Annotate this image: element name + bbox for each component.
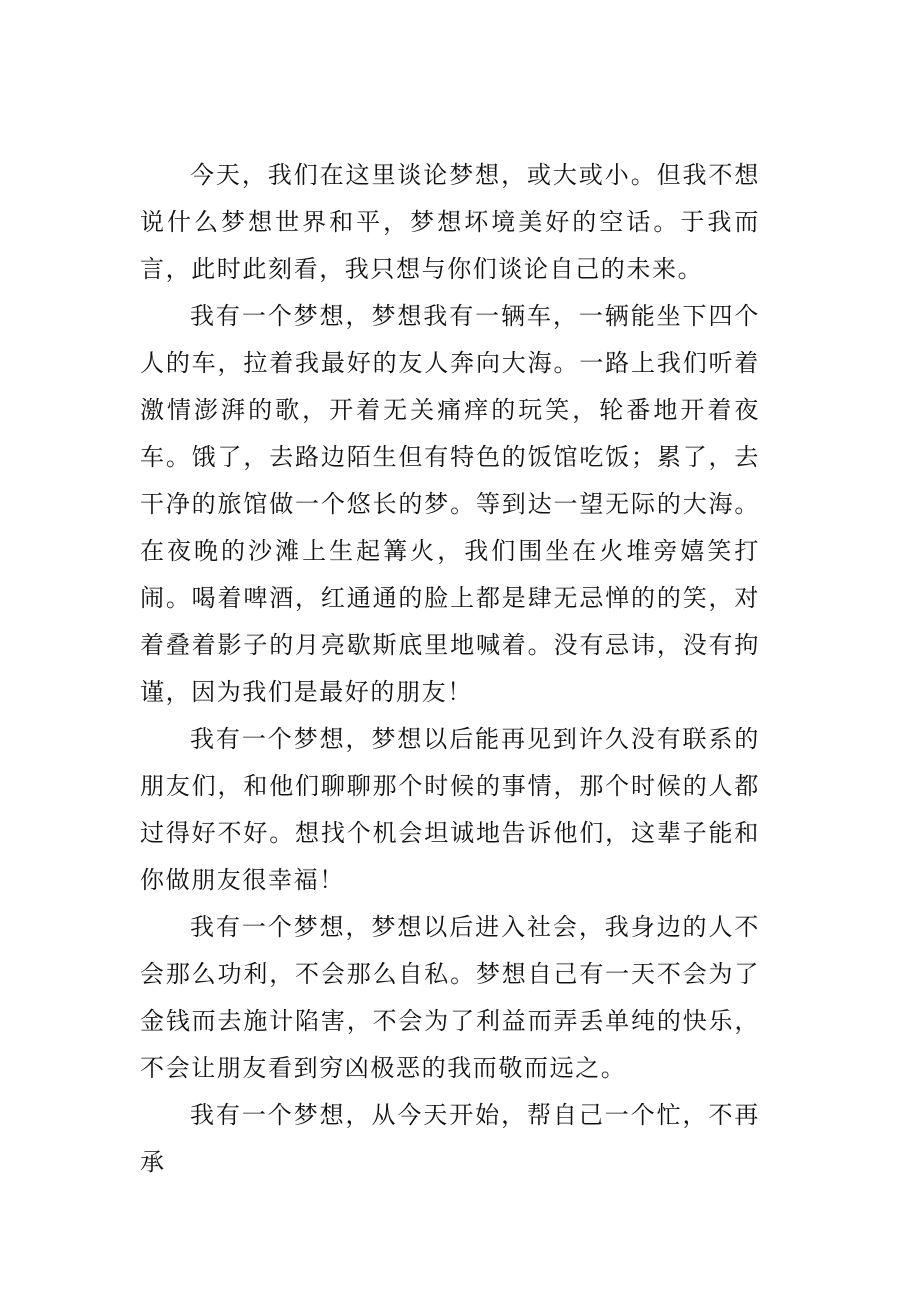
paragraph-3: 我有一个梦想，梦想以后能再见到许久没有联系的朋友们，和他们聊聊那个时候的事情，那个时候的人都过得好不好。想找个机会坦诚地告诉他们，这辈子能和你做朋友很幸福！ [140, 725, 760, 894]
paragraph-2: 我有一个梦想，梦想我有一辆车，一辆能坐下四个人的车，拉着我最好的友人奔向大海。一路上我们听着激情澎湃的歌，开着无关痛痒的玩笑，轮番地开着夜车。饿了，去路边陌生但有特色的饭馆吃饭；累了，去干净的旅馆做一个悠长的梦。等到达一望无际的大海。在夜晚的沙滩上生起篝火，我们围坐在火堆旁嬉笑打闹。喝着啤酒，红通通的脸上都是肆无忌惮的的笑，对着叠着影子的月亮歇斯底里地喊着。没有忌讳，没有拘谨，因为我们是最好的朋友！ [140, 302, 760, 706]
paragraph-1: 今天，我们在这里谈论梦想，或大或小。但我不想说什么梦想世界和平，梦想坏境美好的空话。于我而言，此时此刻看，我只想与你们谈论自己的未来。 [140, 161, 760, 283]
document-body [140, 152, 760, 1186]
paragraph-4: 我有一个梦想，梦想以后进入社会，我身边的人不会那么功利，不会那么自私。梦想自己有一天不会为了金钱而去施计陷害，不会为了利益而弄丢单纯的快乐，不会让朋友看到穷凶极恶的我而敬而远之。 [140, 913, 760, 1082]
paragraph-5: 我有一个梦想，从今天开始，帮自己一个忙，不再承 [140, 1101, 760, 1176]
